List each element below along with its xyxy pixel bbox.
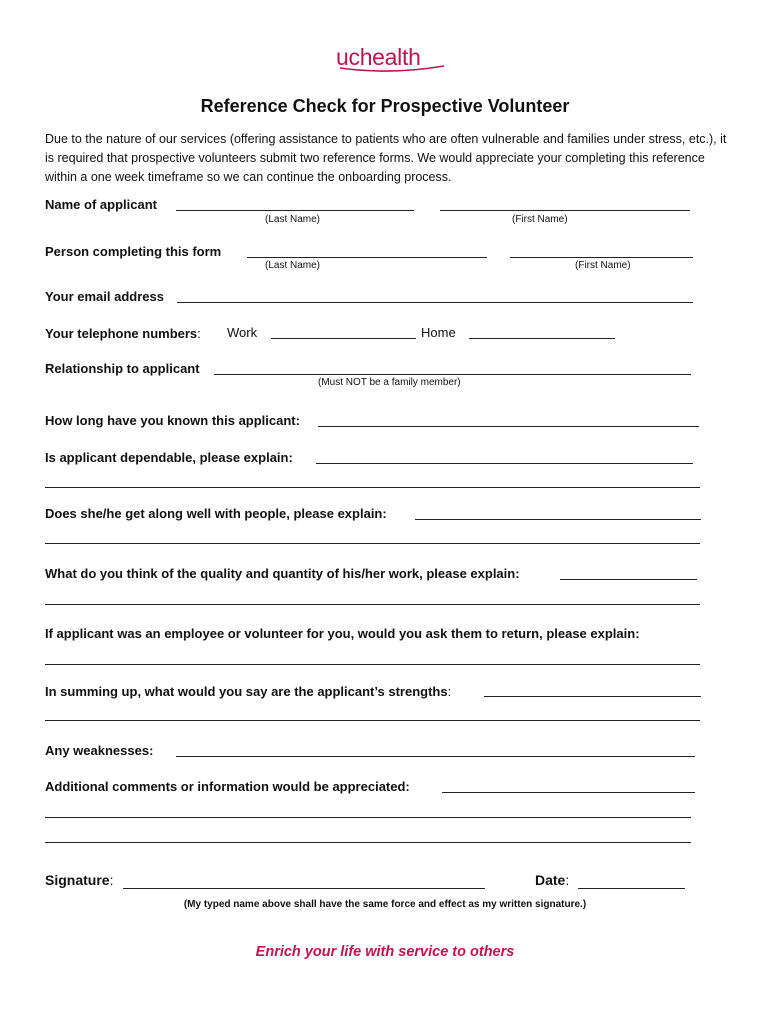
completer-label: Person completing this form [45,244,222,259]
applicant-last-hint: (Last Name) [265,214,321,225]
logo-arc-icon [336,44,446,76]
home-label: Home [421,325,456,340]
phone-label-group [45,325,201,343]
get-along-label: Does she/he get along well with people, please explain: [45,506,387,521]
uchealth-logo [336,44,446,74]
get-along-field-line-2[interactable] [45,543,700,544]
additional-field-line-2[interactable] [45,817,691,818]
page-title: Reference Check for Prospective Volunteer [200,96,570,116]
weaknesses-field[interactable] [176,756,695,757]
strengths-label-group [45,683,451,701]
intro-paragraph: Due to the nature of our services (offering assistance to patients who are often vulnerable and families under stress, etc.), it is required that prospective volunteers submit two reference forms. We would appreciate your completing this reference within a one week timeframe so we can continue the onboarding process. [45,132,727,184]
logo-text: uchealth [336,44,421,70]
strengths-label: In summing up, what would you say are the applicant’s strengths [45,684,448,699]
completer-first-hint: (First Name) [575,260,631,271]
strengths-field[interactable] [484,696,701,697]
get-along-field[interactable] [415,519,701,520]
work-label: Work [227,325,258,340]
phone-label: Your telephone numbers [45,326,198,341]
date-colon: : [565,872,570,888]
additional-label: Additional comments or information would be appreciated: [45,779,410,794]
phone-colon: : [197,326,201,341]
date-field[interactable] [578,888,685,889]
email-label: Your email address [45,289,164,304]
applicant-label: Name of applicant [45,197,157,212]
strengths-colon: : [447,684,452,699]
known-field[interactable] [318,426,699,427]
quality-label: What do you think of the quality and quantity of his/her work, please explain: [45,566,520,581]
return-field[interactable] [45,664,700,665]
date-label-group [535,872,569,888]
applicant-first-hint: (First Name) [512,214,568,225]
applicant-last-name-field[interactable] [176,210,414,211]
footer-slogan: Enrich your life with service to others [255,944,515,960]
completer-last-name-field[interactable] [247,257,487,258]
signature-colon: : [109,872,114,888]
dependable-field[interactable] [316,463,693,464]
relationship-hint: (Must NOT be a family member) [318,377,461,388]
signature-note: (My typed name above shall have the same force and effect as my written signature.) [183,899,587,910]
completer-first-name-field[interactable] [510,257,693,258]
additional-field-line-3[interactable] [45,842,691,843]
known-label: How long have you known this applicant: [45,413,300,428]
relationship-label: Relationship to applicant [45,361,200,376]
relationship-field[interactable] [214,374,691,375]
applicant-first-name-field[interactable] [440,210,690,211]
signature-label: Signature [45,872,110,888]
date-label: Date [535,872,566,888]
signature-label-group [45,872,113,888]
strengths-field-line-2[interactable] [45,720,700,721]
additional-field[interactable] [442,792,695,793]
weaknesses-label: Any weaknesses: [45,743,154,758]
dependable-field-line-2[interactable] [45,487,700,488]
quality-field-line-2[interactable] [45,604,700,605]
dependable-label: Is applicant dependable, please explain: [45,450,293,465]
signature-field[interactable] [123,888,485,889]
return-label: If applicant was an employee or volunteer for you, would you ask them to return, please explain: [45,626,640,641]
email-field[interactable] [177,302,693,303]
home-phone-field[interactable] [469,338,615,339]
completer-last-hint: (Last Name) [265,260,321,271]
quality-field[interactable] [560,579,697,580]
work-phone-field[interactable] [271,338,416,339]
